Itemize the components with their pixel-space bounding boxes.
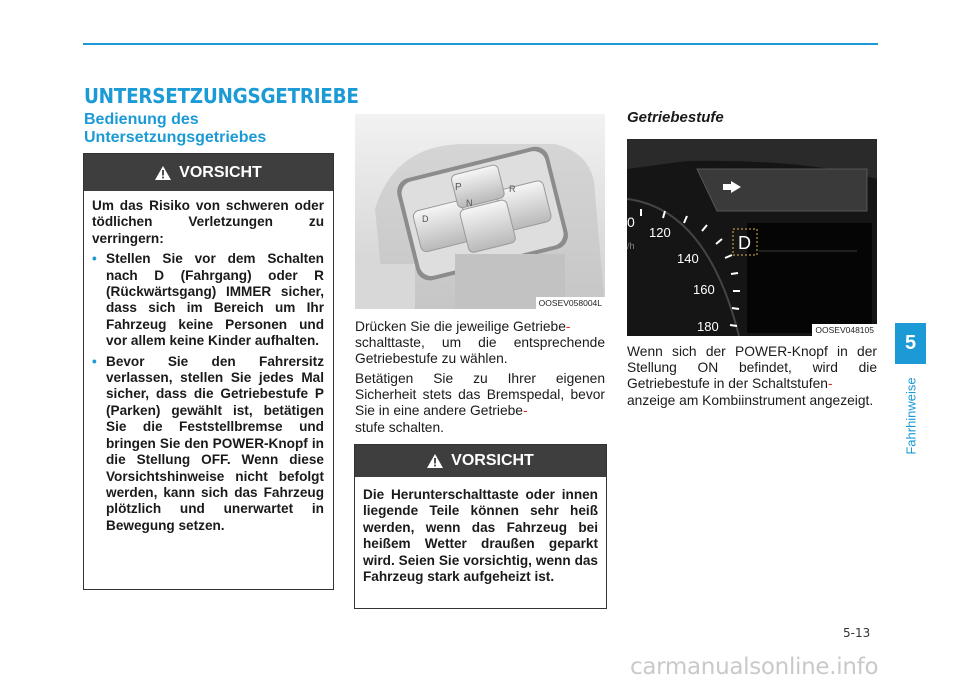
section-title: UNTERSETZUNGSGETRIEBE <box>84 84 359 108</box>
caution-header <box>355 445 606 477</box>
caution-box-risk <box>83 153 334 590</box>
bullet-icon: • <box>92 353 97 369</box>
top-rule <box>83 43 878 45</box>
gear-indicator: D <box>738 233 751 253</box>
bullet-icon: • <box>92 251 97 267</box>
caution-body: Die Herunterschalttaste oder innen liegende Teile können sehr heiß werden, wenn das Fahrzeug bei heißem Wetter draußen geparkt wird. Seien Sie vorsichtig, wenn das Fahrzeug stark aufgeheizt ist. <box>363 487 598 585</box>
caution-header <box>84 154 333 191</box>
chapter-tab: 5 <box>895 323 926 364</box>
speed-label-140: 140 <box>677 251 699 266</box>
shift-button-illustration <box>355 114 605 309</box>
shift-label-d: D <box>422 214 429 224</box>
caution-bullet-item: • Bevor Sie den Fahrersitz verlassen, stellen Sie jedes Mal sicher, dass die Getriebestufe P (Parken) gewählt ist, betätigen Sie die Feststellbremse und bringen Sie den POWER-Knopf in die Stellung OFF. Wenn diese Vorsichtshinweise nicht befolgt werden, kann sich das Fahrzeug plötzlich und unerwartet in Bewegung setzen. <box>92 353 324 533</box>
speed-label-160: 160 <box>693 282 715 297</box>
shift-label-r: R <box>509 184 516 194</box>
caution-bullet-item: • Stellen Sie vor dem Schalten nach D (Fahrgang) oder R (Rückwärtsgang) IMMER sicher, dass sich im Bereich um Ihr Fahrzeug keine Personen und vor allem keine Kinder aufhalten. <box>92 251 324 349</box>
instrument-cluster-photo <box>627 139 877 336</box>
chapter-label: Fahrhinweise <box>903 377 919 455</box>
caution-body <box>84 191 333 534</box>
image-code: OOSEV058004L <box>536 297 605 309</box>
warning-icon <box>155 166 171 180</box>
paragraph-gear-display: Wenn sich der POWER-Knopf in der Stellung ON befindet, wird die Getriebestufe in der Schaltstufen- anzeige am Kombiinstrument angezeigt. <box>627 344 877 408</box>
caution-bullet-list <box>92 251 324 534</box>
caution-box-heat <box>354 444 607 609</box>
instrument-cluster-illustration <box>627 139 877 336</box>
paragraph-brake: Betätigen Sie zu Ihrer eigenen Sicherheit stets das Bremspedal, bevor Sie in eine andere Getriebe- stufe schalten. <box>355 371 605 435</box>
page-number: 5-13 <box>843 626 871 640</box>
speed-label-180: 180 <box>697 319 719 334</box>
shift-label-n: N <box>466 198 473 208</box>
image-code: OOSEV048105 <box>812 324 877 336</box>
caution-header-label: VORSICHT <box>451 452 534 469</box>
getriebestufe-heading: Getriebestufe <box>627 109 724 126</box>
speed-unit-fragment: /h <box>627 241 635 251</box>
paragraph-shift-buttons: Drücken Sie die jeweilige Getriebe- schalttaste, um die entsprechende Getriebestufe zu wählen. <box>355 319 605 367</box>
speed-label-0: 0 <box>627 214 635 230</box>
shift-button-photo <box>355 114 605 309</box>
speed-label-120: 120 <box>649 225 671 240</box>
caution-intro: Um das Risiko von schweren oder tödlichen Verletzungen zu verringern: <box>92 198 324 246</box>
caution-header-label: VORSICHT <box>179 163 262 181</box>
subheading: Bedienung des Untersetzungsgetriebes <box>84 111 267 146</box>
warning-icon <box>427 454 443 468</box>
shift-label-p: P <box>455 182 462 193</box>
watermark: carmanualsonline.info <box>630 654 879 680</box>
